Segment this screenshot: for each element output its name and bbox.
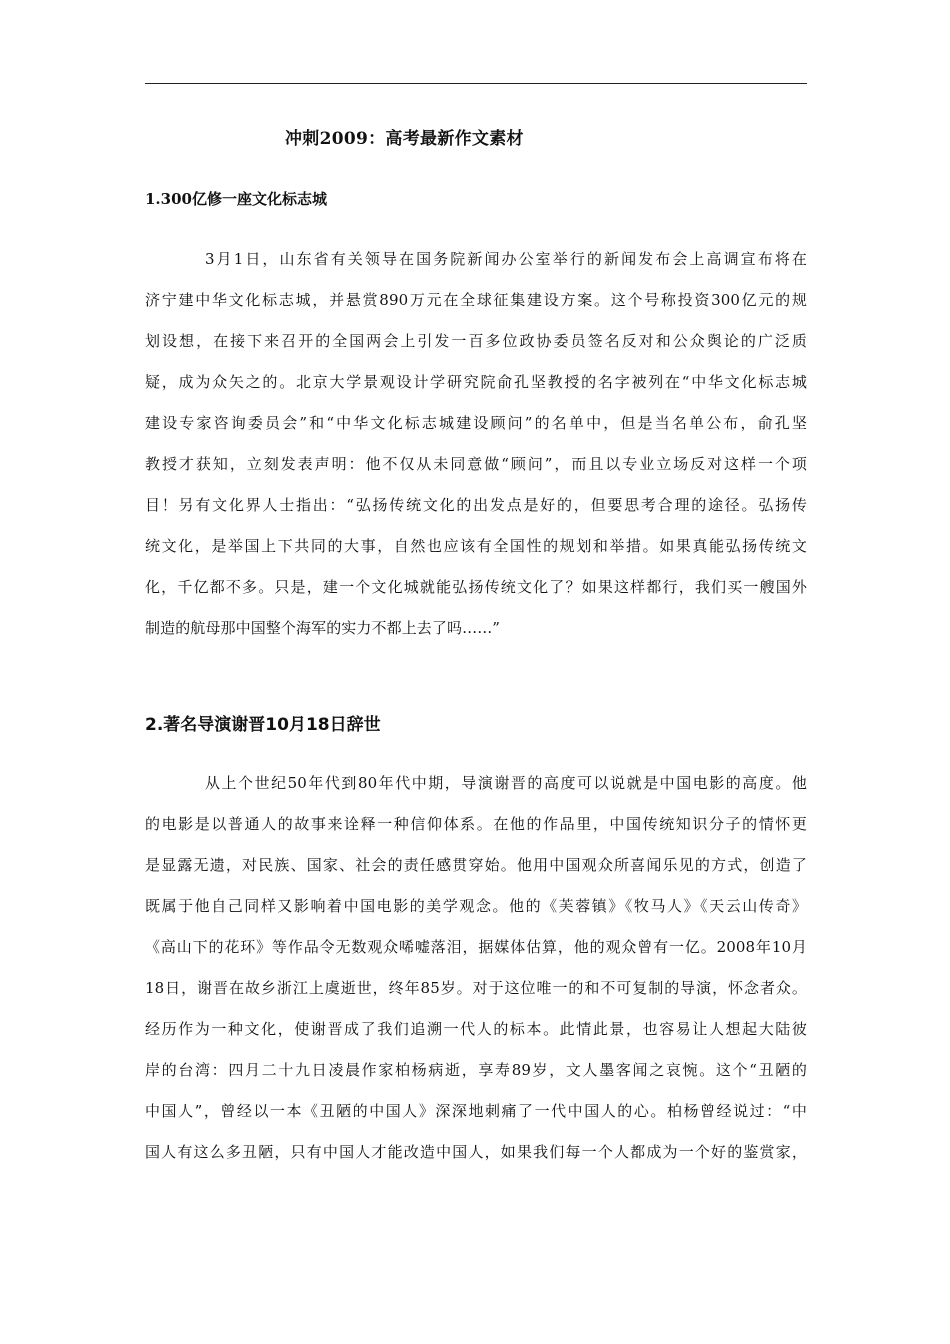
paragraph-line: 《高山下的花环》等作品令无数观众唏嘘落泪，据媒体估算，他的观众曾有一亿。2008年10月 <box>145 938 807 956</box>
paragraph-line: 3月1日，山东省有关领导在国务院新闻办公室举行的新闻发布会上高调宣布将在 <box>205 250 807 268</box>
paragraph-line: 统文化，是举国上下共同的大事，自然也应该有全国性的规划和举措。如果真能弘扬传统文 <box>145 537 807 555</box>
paragraph-line: 济宁建中华文化标志城，并悬赏890万元在全球征集建设方案。这个号称投资300亿元的规 <box>145 291 807 309</box>
paragraph-line: 教授才获知，立刻发表声明：他不仅从未同意做“顾问”，而且以专业立场反对这样一个项 <box>145 455 807 473</box>
paragraph-line: 划设想，在接下来召开的全国两会上引发一百多位政协委员签名反对和公众舆论的广泛质 <box>145 332 807 350</box>
paragraph-line: 化，千亿都不多。只是，建一个文化城就能弘扬传统文化了？如果这样都行，我们买一艘国外 <box>145 578 807 596</box>
paragraph-line: 制造的航母那中国整个海军的实力不都上去了吗……” <box>145 619 501 637</box>
paragraph-line: 18日，谢晋在故乡浙江上虞逝世，终年85岁。对于这位唯一的和不可复制的导演，怀念者众。 <box>145 979 807 997</box>
paragraph-line: 经历作为一种文化，使谢晋成了我们追溯一代人的标本。此情此景，也容易让人想起大陆彼 <box>145 1020 807 1038</box>
paragraph-line: 是显露无遗，对民族、国家、社会的责任感贯穿始。他用中国观众所喜闻乐见的方式，创造了 <box>145 856 807 874</box>
paragraph-line: 的电影是以普通人的故事来诠释一种信仰体系。在他的作品里，中国传统知识分子的情怀更 <box>145 815 807 833</box>
document-title: 冲刺2009：高考最新作文素材 <box>285 129 524 149</box>
paragraph-line: 岸的台湾：四月二十九日凌晨作家柏杨病逝，享寿89岁，文人墨客闻之哀惋。这个“丑陋的 <box>145 1061 807 1079</box>
paragraph-line: 既属于他自己同样又影响着中国电影的美学观念。他的《芙蓉镇》《牧马人》《天云山传奇》 <box>145 897 807 915</box>
paragraph-line: 疑，成为众矢之的。北京大学景观设计学研究院俞孔坚教授的名字被列在“中华文化标志城 <box>145 373 807 391</box>
paragraph-line: 中国人”，曾经以一本《丑陋的中国人》深深地刺痛了一代中国人的心。柏杨曾经说过：“中 <box>145 1102 807 1120</box>
paragraph-line: 目！另有文化界人士指出：“弘扬传统文化的出发点是好的，但要思考合理的途径。弘扬传 <box>145 496 807 514</box>
paragraph-line: 国人有这么多丑陋，只有中国人才能改造中国人，如果我们每一个人都成为一个好的鉴赏家， <box>145 1143 807 1161</box>
header-rule <box>145 83 807 84</box>
paragraph-line: 建设专家咨询委员会”和“中华文化标志城建设顾问”的名单中，但是当名单公布，俞孔坚 <box>145 414 807 432</box>
section-heading-1: 1.300亿修一座文化标志城 <box>145 190 327 208</box>
paragraph-line: 从上个世纪50年代到80年代中期，导演谢晋的高度可以说就是中国电影的高度。他 <box>205 774 807 792</box>
section-heading-2: 2.著名导演谢晋10月18日辞世 <box>145 715 381 735</box>
